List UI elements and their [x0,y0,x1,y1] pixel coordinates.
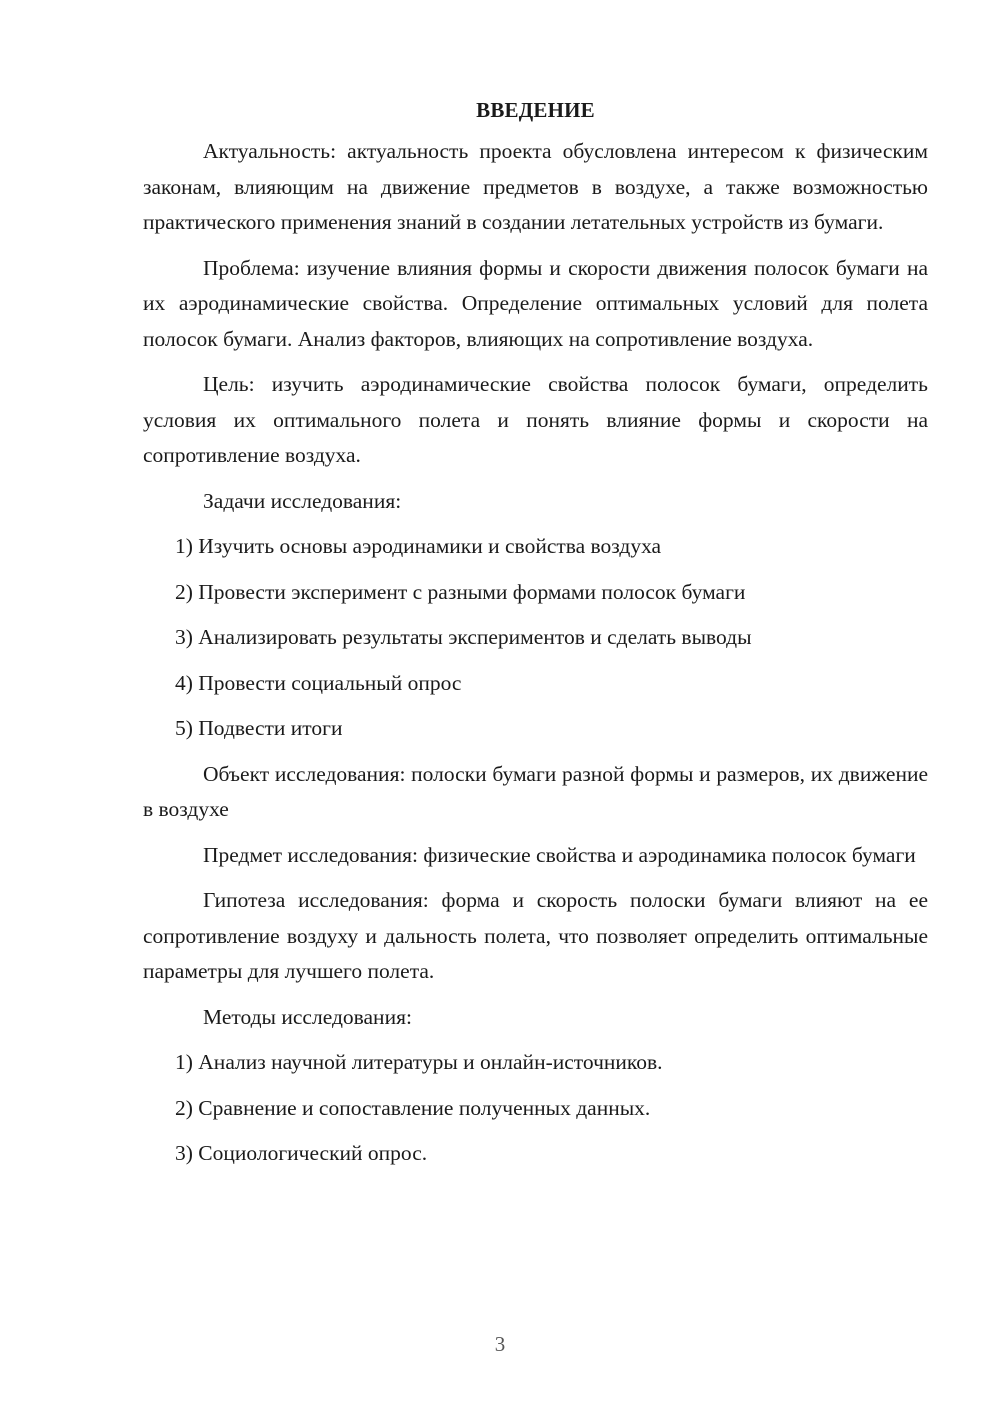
tasks-heading: Задачи исследования: [203,488,402,513]
document-page [143,92,928,1182]
problem-paragraph: Проблема: изучение влияния формы и скорости движения полосок бумаги на их аэродинамические свойства. Определение оптимальных условий для полета полосок бумаги. Анализ факторов, влияющих на сопротивление воздуха. [143,255,928,351]
subject-paragraph: Предмет исследования: физические свойства и аэродинамика полосок бумаги [203,842,916,867]
task-item: 4) Провести социальный опрос [175,670,462,695]
relevance-paragraph: Актуальность: актуальность проекта обусловлена интересом к физическим законам, влияющим на движение предметов в воздухе, а также возможностью практического применения знаний в создании летательных устройств из бумаги. [143,139,928,234]
goal-paragraph: Цель: изучить аэродинамические свойства полосок бумаги, определить условия их оптимального полета и понять влияние формы и скорости на сопротивление воздуха. [143,372,928,467]
methods-heading: Методы исследования: [203,1004,412,1029]
task-item: 3) Анализировать результаты экспериментов и сделать выводы [175,625,752,649]
method-item: 1) Анализ научной литературы и онлайн-источников. [175,1050,663,1074]
page-number: 3 [494,1332,506,1356]
task-item: 1) Изучить основы аэродинамики и свойства воздуха [175,534,662,558]
method-item: 2) Сравнение и сопоставление полученных данных. [175,1095,651,1120]
section-title: ВВЕДЕНИЕ [476,98,595,122]
task-item: 5) Подвести итоги [175,716,343,740]
task-item: 2) Провести эксперимент с разными формами полосок бумаги [175,579,746,604]
object-paragraph: Объект исследования: полоски бумаги разной формы и размеров, их движение в воздухе [143,761,928,821]
hypothesis-paragraph: Гипотеза исследования: форма и скорость полоски бумаги влияют на ее сопротивление воздуху и дальность полета, что позволяет определить оптимальные параметры для лучшего полета. [143,888,928,983]
method-item: 3) Социологический опрос. [175,1141,428,1165]
